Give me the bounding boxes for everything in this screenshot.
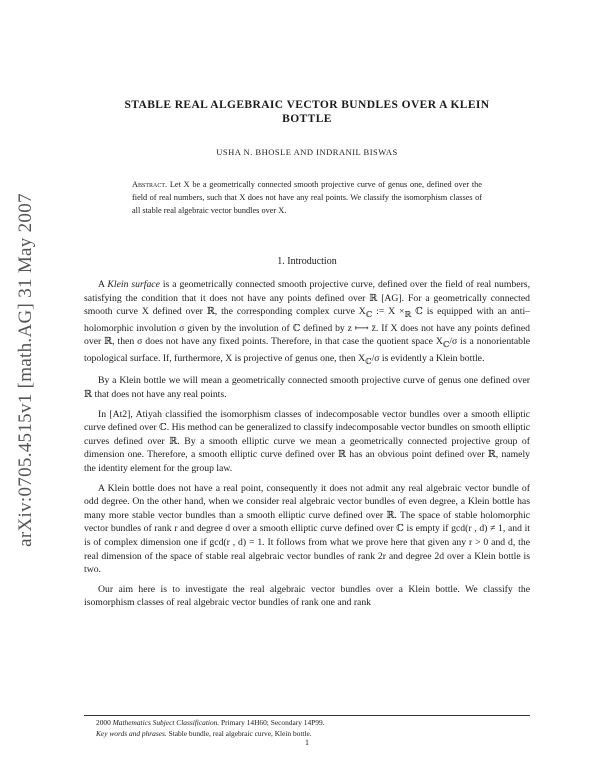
paragraph-1: A Klein surface is a geometrically connected smooth projective curve, defined over the field of real numbers, satisfying the condition that it does not have any points defined over ℝ [AG]. For a geometrically connected smooth curve X defined over ℝ, the corresponding complex curve $X_ℂ$ := $X \times_ℝ$ ℂ is equipped with an anti–holomorphic involution σ given by the involution of ℂ defined by z ⟼ z̄. If X does not have any points defined over ℝ, then σ does not have any fixed points. Therefore, in that case the quotient space $X_ℂ/\sigma$ is a nonorientable topological surface. If, furthermore, X is projective of genus one, then $X_ℂ/\sigma$ is evidently a Klein bottle. — [84, 279, 531, 366]
paper-title — [84, 98, 530, 126]
abstract-text: Let X be a geometrically connected smooth projective curve of genus one, defined over the field of real numbers, such that X does not have any real points. We classify the isomorphism classes of all stable real algebraic vector bundles over X. — [132, 180, 482, 215]
footnote-msc: 2000 Mathematics Subject Classification. Primary 14H60; Secondary 14P99. — [96, 718, 325, 727]
arxiv-identifier: arXiv:0705.4515v1 [math.AG] 31 May 2007 — [15, 193, 36, 547]
paragraph-3: In [At2], Atiyah classified the isomorphism classes of indecomposable vector bundles over a smooth elliptic curve defined over ℂ. His method can be generalized to classify indecomposable vector bundles on smooth elliptic curves defined over ℝ. By a smooth elliptic curve we mean a geometrically connected projective group of dimension one. Therefore, a smooth elliptic curve defined over ℝ has an obvious point defined over ℝ, namely the identity element for the group law. — [84, 408, 530, 474]
paragraph-5: Our aim here is to investigate the real algebraic vector bundles over a Klein bottle. We classify the isomorphism classes of real algebraic vector bundles of rank one and rank — [84, 583, 530, 609]
arxiv-side-stamp — [8, 170, 44, 570]
footnotes — [84, 717, 530, 739]
section-heading: 1. Introduction — [277, 256, 337, 267]
title-line-2: BOTTLE — [282, 113, 332, 125]
title-line-1: STABLE REAL ALGEBRAIC VECTOR BUNDLES OVER A KLEIN — [124, 99, 490, 111]
section-body — [84, 278, 530, 616]
authors: USHA N. BHOSLE AND INDRANIL BISWAS — [216, 147, 398, 157]
footnote-rule — [84, 715, 530, 716]
abstract-label: Abstract. — [132, 180, 168, 189]
abstract — [132, 178, 482, 217]
page-number: 1 — [305, 738, 309, 747]
klein-surface-term: Klein surface — [107, 279, 160, 290]
footnote-keywords: Key words and phrases. Stable bundle, real algebraic curve, Klein bottle. — [96, 729, 312, 738]
paragraph-2: By a Klein bottle we will mean a geometrically connected smooth projective curve of genus one defined over ℝ that does not have any real points. — [84, 375, 530, 400]
paragraph-4: A Klein bottle does not have a real point, consequently it does not admit any real algebraic vector bundle of odd degree. On the other hand, when we consider real algebraic vector bundles of even degree, a Klein bottle has many more stable vector bundles than a smooth elliptic curve defined over ℝ. The space of stable holomorphic vector bundles of rank r and degree d over a smooth elliptic curve defined over ℂ is empty if gcd(r , d) ≠ 1, and it is of complex dimension one if gcd(r , d) = 1. It follows from what we prove here that given any r > 0 and d, the real dimension of the space of stable real algebraic vector bundles of rank 2r and degree 2d over a Klein bottle is two. — [84, 482, 530, 576]
